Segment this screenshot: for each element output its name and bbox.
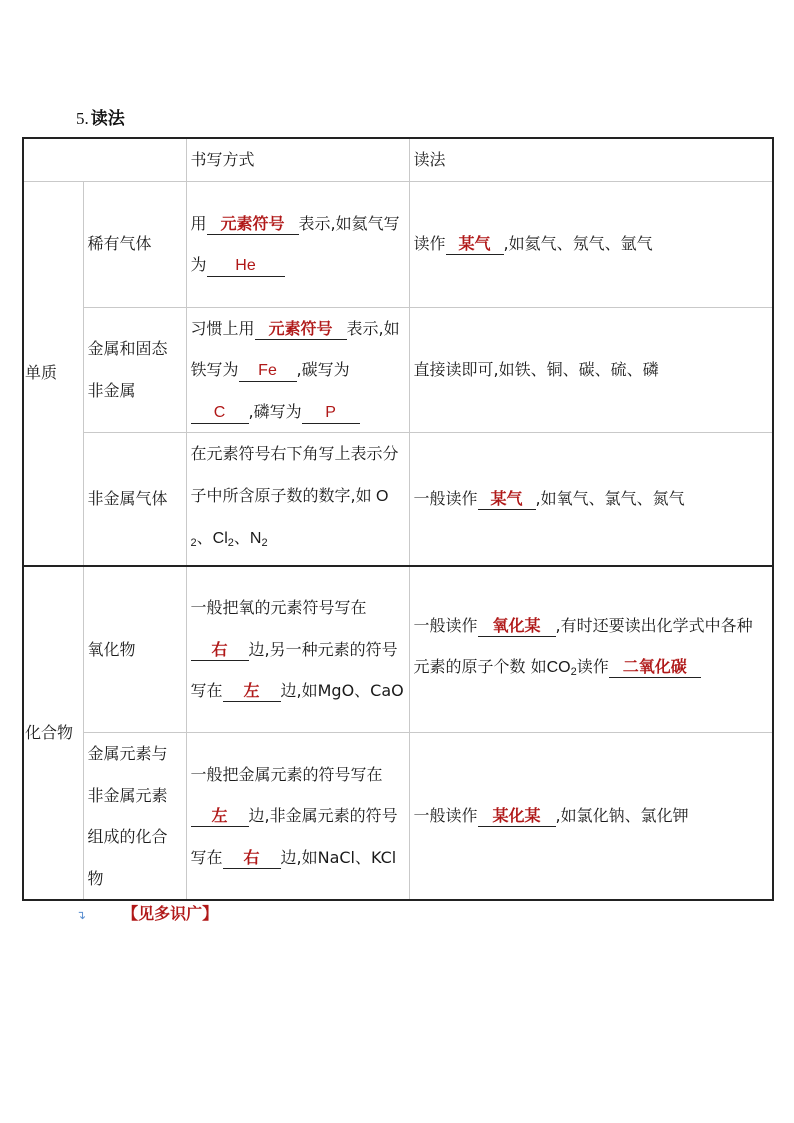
text: 读作 (413, 234, 446, 254)
separator: 、 (196, 528, 213, 547)
text: ,碳写为 (296, 360, 350, 379)
text: 边,非金属元素的符号写在 (190, 806, 398, 867)
answer-blank: 二氧化碳 (609, 657, 701, 678)
footer-note (76, 901, 218, 924)
text: 一般读作 (413, 489, 478, 508)
write-metal-nonmetal (186, 733, 409, 901)
category-oxide: 氧化物 (83, 566, 186, 733)
answer-blank: 左 (223, 681, 281, 702)
text: ,磷写为 (248, 401, 302, 421)
group-elemental: 单质 (23, 181, 83, 566)
text: 表示,如铁写为 (190, 318, 400, 379)
text: 读作 (576, 657, 609, 677)
text: 一般把金属元素的符号写在 (190, 764, 383, 784)
header-empty-cell (23, 138, 186, 181)
formula-element: Cl (212, 530, 228, 547)
text: 一般把氧的元素符号写在 (190, 598, 367, 617)
answer-blank: 元素符号 (255, 319, 347, 340)
write-oxide (186, 566, 409, 733)
group-compound: 化合物 (23, 566, 83, 901)
category-nonmetal-gas: 非金属气体 (83, 433, 186, 566)
footer-label: 【见多识广】 (122, 904, 219, 923)
write-metal-solid (186, 307, 409, 433)
answer-blank: 某气 (478, 489, 536, 510)
formula-subscript: 2 (227, 537, 234, 549)
formula-element: N (249, 530, 262, 547)
text: 边,如NaCl、KCl (280, 847, 397, 867)
answer-blank: He (207, 256, 285, 277)
section-title: 读法 (90, 109, 125, 129)
text: 用 (190, 213, 207, 233)
read-nonmetal-gas (409, 433, 773, 566)
table-row (23, 307, 773, 433)
section-number: 5. (76, 109, 89, 128)
separator: 、 (233, 528, 250, 547)
answer-blank: 左 (191, 806, 249, 827)
section-heading (76, 104, 125, 129)
category-metal-solid: 金属和固态非金属 (83, 307, 186, 433)
reading-table (22, 137, 774, 901)
table-row (23, 566, 773, 733)
text: 一般读作 (413, 615, 478, 635)
formula (250, 530, 268, 547)
answer-blank: 某化某 (478, 806, 556, 827)
text: ,有时还要读出化学式中各种元素的原子个数 如 (413, 615, 753, 677)
text: 一般读作 (413, 806, 478, 826)
table-row (23, 433, 773, 566)
write-noble-gas (186, 181, 409, 307)
write-nonmetal-gas (186, 433, 409, 566)
read-metal-solid: 直接读即可,如铁、铜、碳、硫、磷 (409, 307, 773, 433)
text: ,如氧气、氯气、氮气 (535, 489, 685, 508)
formula-subscript: 2 (261, 537, 268, 549)
answer-blank: C (191, 403, 249, 424)
header-read: 读法 (409, 138, 773, 181)
text: 边,另一种元素的符号写在 (190, 639, 398, 700)
category-metal-nonmetal: 金属元素与非金属元素组成的化合物 (83, 733, 186, 901)
text: ,如氦气、氖气、氩气 (503, 234, 653, 254)
table-row (23, 181, 773, 307)
read-metal-nonmetal (409, 733, 773, 901)
header-row (23, 138, 773, 181)
text: 习惯上用 (190, 318, 255, 338)
arrow-marker-icon: ↴ (76, 908, 87, 922)
header-write: 书写方式 (186, 138, 409, 181)
text: 在元素符号右下角写上表示分子中所含原子数的数字,如 (190, 444, 399, 505)
answer-blank: 某气 (446, 234, 504, 255)
formula (213, 530, 234, 547)
formula-subscript: 2 (570, 666, 577, 679)
formula (546, 659, 577, 679)
answer-blank: 氧化某 (478, 616, 556, 637)
answer-blank: P (302, 403, 360, 424)
read-noble-gas (409, 181, 773, 307)
formula-subscript: 2 (190, 537, 197, 549)
answer-blank: 右 (223, 848, 281, 869)
answer-blank: 元素符号 (207, 214, 299, 235)
answer-blank: Fe (239, 361, 297, 382)
read-oxide (409, 566, 773, 733)
category-noble-gas: 稀有气体 (83, 181, 186, 307)
formula-element: CO (546, 659, 571, 677)
text: ,如氯化钠、氯化钾 (555, 806, 689, 826)
text: 表示,如氦气写为 (190, 213, 400, 274)
formula-element: O (376, 487, 389, 505)
answer-blank: 右 (191, 640, 249, 661)
text: 边,如MgO、CaO (280, 681, 404, 700)
table-row (23, 733, 773, 901)
